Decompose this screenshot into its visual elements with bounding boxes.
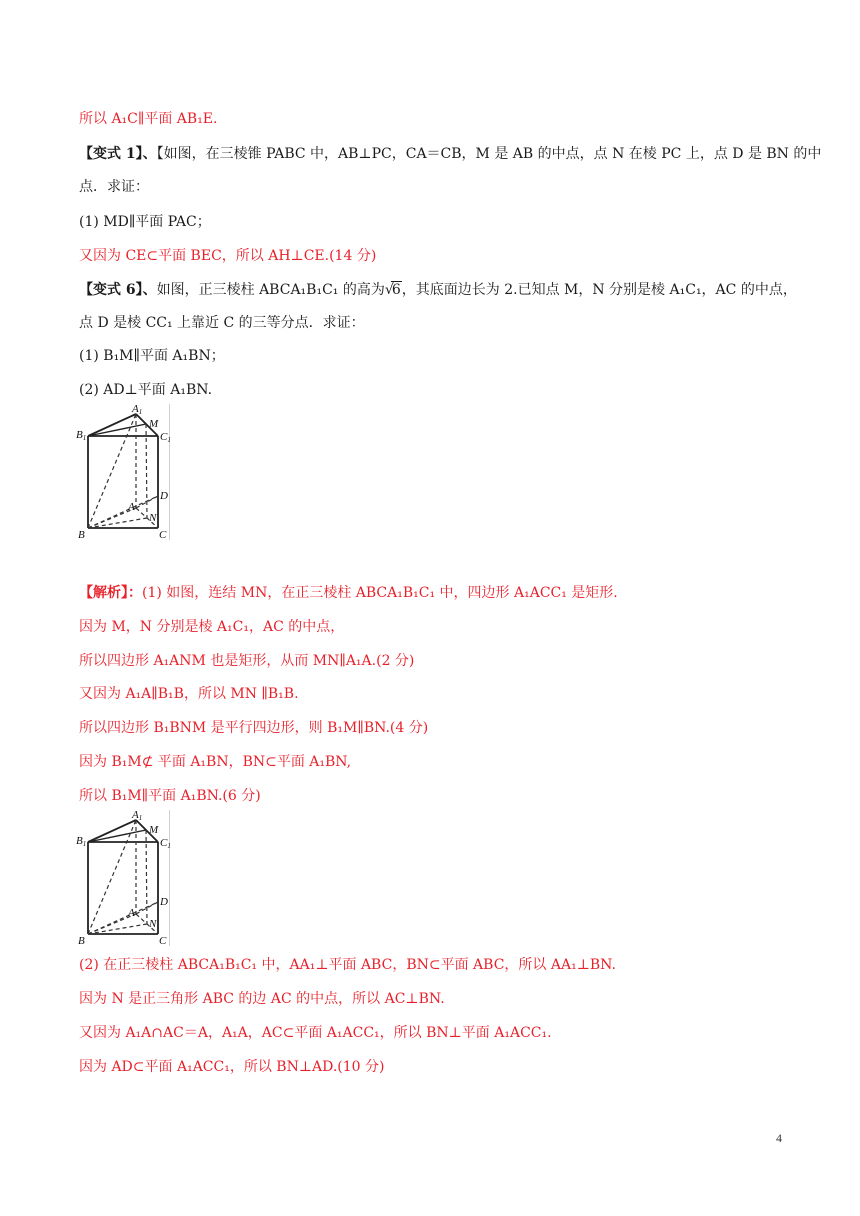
label-A1: A1 [132, 404, 143, 416]
variant-6-line-1 [79, 280, 797, 300]
sqrt-radicand: 6 [391, 282, 401, 298]
analysis-line-5: 所以四边形 B₁BNM 是平行四边形，则 B₁M∥BN.(4 分) [79, 720, 429, 736]
variant-1-question-1: (1) MD∥平面 PAC； [79, 214, 211, 230]
analysis-line-6: 因为 B₁M⊄ 平面 A₁BN，BN⊂平面 A₁BN, [79, 754, 352, 770]
analysis-line-4: 又因为 A₁A∥B₁B，所以 MN ∥B₁B. [79, 686, 299, 702]
label-A: A [128, 501, 135, 513]
variant-1-line-1 [79, 144, 821, 164]
variant-6-text-a: 如图，正三棱柱 ABCA₁B₁C₁ 的高为 [156, 282, 385, 298]
label-C1: C1 [160, 837, 171, 850]
label-C: C [159, 935, 167, 946]
radical-sign: √ [384, 282, 394, 298]
variant-6-question-1: (1) B₁M∥平面 A₁BN； [79, 348, 225, 364]
analysis-line-9: 因为 N 是正三角形 ABC 的边 AC 的中点，所以 AC⊥BN. [79, 991, 445, 1007]
analysis-text-1: (1) 如图，连结 MN，在正三棱柱 ABCA₁B₁C₁ 中，四边形 A₁ACC₁ 是矩形. [142, 585, 618, 601]
analysis-line-7: 所以 B₁M∥平面 A₁BN.(6 分) [79, 788, 261, 804]
label-B: B [78, 529, 85, 540]
label-B1: B1 [76, 429, 87, 442]
analysis-line-11: 因为 AD⊂平面 A₁ACC₁，所以 BN⊥AD.(10 分) [79, 1059, 385, 1075]
label-C: C [159, 529, 167, 540]
answer-line-1: 所以 A₁C∥平面 AB₁E. [79, 111, 218, 127]
variant-6-question-2: (2) AD⊥平面 A₁BN. [79, 382, 213, 398]
analysis-line-10: 又因为 A₁A∩AC＝A，A₁A，AC⊂平面 A₁ACC₁，所以 BN⊥平面 A₁ACC₁. [79, 1025, 552, 1041]
label-C1: C1 [160, 431, 171, 444]
label-B1: B1 [76, 835, 87, 848]
variant-1-line-2: 点．求证： [79, 179, 149, 195]
analysis-line-2: 因为 M，N 分别是棱 A₁C₁，AC 的中点， [79, 619, 345, 635]
variant-1-answer: 又因为 CE⊂平面 BEC，所以 AH⊥CE.(14 分) [79, 248, 377, 264]
analysis-line-1 [79, 583, 618, 603]
prism-figure-2 [76, 810, 176, 946]
variant-6-line-2: 点 D 是棱 CC₁ 上靠近 C 的三等分点．求证： [79, 315, 365, 331]
label-M: M [149, 824, 159, 836]
label-N: N [149, 918, 157, 930]
label-A: A [128, 907, 135, 919]
analysis-line-8: (2) 在正三棱柱 ABCA₁B₁C₁ 中，AA₁⊥平面 ABC，BN⊂平面 ABC，所以 AA₁⊥BN. [79, 957, 616, 973]
label-B: B [78, 935, 85, 946]
variant-6-text-b: ，其底面边长为 2.已知点 M，N 分别是棱 A₁C₁，AC 的中点， [401, 282, 797, 298]
variant-1-heading: 【变式 1】、 [79, 146, 157, 162]
variant-6-heading: 【变式 6】、 [79, 282, 157, 298]
page-number: 4 [776, 1131, 782, 1145]
label-M: M [149, 418, 159, 430]
label-D: D [160, 490, 168, 502]
label-N: N [149, 512, 157, 524]
analysis-heading: 【解析】： [79, 585, 142, 601]
label-A1: A1 [132, 810, 143, 822]
sqrt-six [385, 280, 402, 300]
prism-figure-1 [76, 404, 176, 540]
analysis-line-3: 所以四边形 A₁ANM 也是矩形，从而 MN∥A₁A.(2 分) [79, 653, 415, 669]
variant-1-text: 【如图，在三棱锥 PABC 中，AB⊥PC，CA＝CB，M 是 AB 的中点，点 N 在棱 PC 上，点 D 是 BN 的中 [156, 146, 822, 162]
label-D: D [160, 896, 168, 908]
